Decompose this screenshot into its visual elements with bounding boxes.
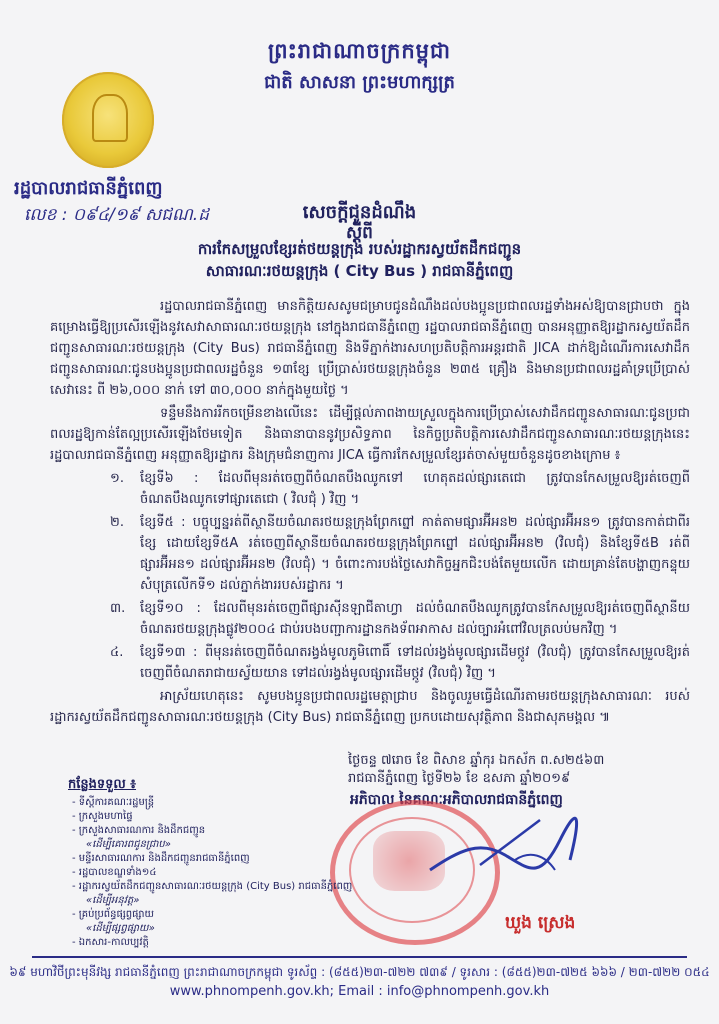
motto-heading: ជាតិ សាសនា ព្រះមហាក្សត្រ bbox=[264, 72, 455, 93]
list-item: - គ្រប់ប្រព័ន្ធផ្សព្វផ្សាយ bbox=[72, 909, 155, 920]
date-solar: រាជធានីភ្នំពេញ ថ្ងៃទី២៦ ខែ ឧសភា ឆ្នាំ២០១៩ bbox=[348, 771, 571, 786]
list-item-number: ៣. bbox=[110, 601, 126, 616]
list-item-note: «ដើម្បីផ្សព្វផ្សាយ» bbox=[86, 923, 155, 934]
recipients-heading: កន្លែងទទួល ៖ bbox=[68, 777, 137, 792]
footer-address: ៦៩ មហាវិថីព្រះមុនីវង្ស រាជធានីភ្នំពេញ ព្រះរាជាណាចក្រកម្ពុជា ទូរស័ព្ទ : (៨៥៥)២៣-៧២២ ៧៣៩ / ទូរសារ : (៨៥៥)២៣-៧២៥ ៦៦៦ / ២៣-៧២២ ០៥៤ bbox=[9, 965, 710, 979]
list-item: - ឯកសារ-កាលប្បវត្តិ bbox=[72, 937, 149, 948]
document-title: សេចក្តីជូនដំណឹង bbox=[302, 202, 417, 223]
list-item-text: ខ្សែទី៦ : ដែលពីមុនរត់ចេញពីចំណតបឹងឈូកទៅ ហេតុតដល់ផ្សារតេជោ ត្រូវបានកែសម្រួលឱ្យរត់ចេញពីចំណតបឹងឈូកទៅផ្សារតេជោ ( វិលជុំ ) វិញ ។ bbox=[140, 471, 690, 507]
document-body bbox=[50, 296, 690, 730]
body-paragraph-closing: អាស្រ័យហេតុនេះ សូមបងប្អូនប្រជាពលរដ្ឋមេត្តាជ្រាប និងចូលរួមធ្វើដំណើរតាមរថយន្តក្រុងសាធារណៈ របស់រដ្ឋាករស្វយ័តដឹកជញ្ជូនសាធារណៈរថយន្តក្រុង (City Bus) រាជធានីភ្នំពេញ ប្រកបដោយសុវត្ថិភាព និងជាសុភមង្គល ៕ bbox=[50, 689, 690, 725]
body-paragraph-intro: រដ្ឋបាលរាជធានីភ្នំពេញ មានកិត្តិយសសូមជម្រាបជូនដំណឹងដល់បងប្អូនប្រជាពលរដ្ឋទាំងអស់ឱ្យបានជ្រាបថា ក្នុងគម្រោងធ្វើឱ្យប្រសើរឡើងនូវសេវាសាធារណៈរថយន្តក្រុង នៅក្នុងរាជធានីភ្នំពេញ រដ្ឋបាលរាជធានីភ្នំពេញ បានអនុញ្ញាតឱ្យរដ្ឋាករស្វយ័តដឹកជញ្ជូនសាធារណៈរថយន្តក្រុង (City Bus) រាជធានីភ្នំពេញ និងទីភ្នាក់ងារសហប្រតិបត្តិការអន្តរជាតិ JICA ដាក់ឱ្យដំណើរការសេវាដឹកជញ្ជូនសាធារណៈជូនបងប្អូនប្រជាពលរដ្ឋចំនួន ១៣ខ្សែ ប្រើប្រាស់រថយន្តក្រុងចំនួន ២៣៥ គ្រឿង និងមានប្រជាពលរដ្ឋគាំទ្រប្រើប្រាស់សេវានេះ ពី ២៦,០០០ នាក់ ទៅ ៣០,០០០ នាក់ក្នុងមួយថ្ងៃ ។ bbox=[50, 299, 690, 398]
list-item: - ក្រសួងមហាផ្ទៃ bbox=[72, 811, 133, 822]
signatory-title: អភិបាល នៃគណៈអភិបាលរាជធានីភ្នំពេញ bbox=[350, 792, 563, 808]
handwritten-signature bbox=[420, 800, 590, 890]
document-subject-line2: សាធារណៈរថយន្តក្រុង ( City Bus ) រាជធានីភ្នំពេញ bbox=[205, 262, 514, 280]
list-item-note: «ដើម្បីគោរពជូនជ្រាប» bbox=[86, 839, 171, 850]
list-item-number: ២. bbox=[110, 515, 124, 530]
list-item-number: ៤. bbox=[110, 645, 124, 660]
list-item bbox=[50, 598, 690, 640]
list-item-text: ខ្សែទី១៣ : ពីមុនរត់ចេញពីចំណតរង្វង់មូលភូមិពោធិ៍ ទៅដល់រង្វង់មូលផ្សារដើមថ្កូវ (វិលជុំ) ត្រូវបានកែសម្រួលឱ្យរត់ចេញពីចំណតរាជាយស្វ័យយាន ទៅដល់រង្វង់មូលផ្សារដើមថ្កូវ (វិលជុំ) វិញ ។ bbox=[140, 645, 690, 681]
list-item bbox=[50, 512, 690, 596]
list-item: - ក្រសួងសាធារណការ និងដឹកជញ្ជូន bbox=[72, 825, 206, 836]
signer-name: ឃួង ស្រេង bbox=[505, 913, 576, 933]
body-paragraph-changes: ទន្ទឹមនឹងការរីកចម្រើនខាងលើនេះ ដើម្បីផ្តល់ភាពងាយស្រួលក្នុងការប្រើប្រាស់សេវាដឹកជញ្ជូនសាធារណៈជូនប្រជាពលរដ្ឋឱ្យកាន់តែល្អប្រសើរឡើងថែមទៀត និងធានាបាននូវប្រសិទ្ធភាព នៃកិច្ចប្រតិបត្តិការសេវាដឹកជញ្ជូនសាធារណៈរថយន្តក្រុងនេះ រដ្ឋបាលរាជធានីភ្នំពេញ អនុញ្ញាតឱ្យរដ្ឋាករ និងក្រុមជំនាញការ JICA ធ្វើការកែសម្រួលខ្សែរត់ចាស់មួយចំនួនដូចខាងក្រោម ៖ bbox=[50, 406, 690, 463]
recipients-list bbox=[68, 778, 368, 950]
kingdom-heading: ព្រះរាជាណាចក្រកម្ពុជា bbox=[267, 39, 451, 63]
list-item-text: ខ្សែទី១០ : ដែលពីមុនរត់ចេញពីផ្សារស៊ីនឡាជីតាហ្វា ដល់ចំណតបឹងឈូកត្រូវបានកែសម្រួលឱ្យរត់ចេញពីស្ថានីយចំណតរថយន្តក្រុងផ្លូវ២០០៤ ជាប់របងបញ្ជាការដ្ឋានកងទ័ពអាកាស ដល់ច្បារអំពៅវិលត្រលប់មកវិញ ។ bbox=[140, 601, 690, 637]
list-item bbox=[50, 642, 690, 684]
list-item: - រដ្ឋាករស្វយ័តដឹកជញ្ជូនសាធារណៈរថយន្តក្រុង (City Bus) រាជធានីភ្នំពេញ bbox=[72, 881, 353, 892]
document-subtitle-about: ស្តីពី bbox=[346, 223, 373, 243]
issuer-name: រដ្ឋបាលរាជធានីភ្នំពេញ bbox=[14, 178, 163, 199]
list-item: - មន្ទីរសាធារណការ និងដឹកជញ្ជូនរាជធានីភ្នំពេញ bbox=[72, 853, 250, 864]
date-lunar: ថ្ងៃចន្ទ ៧រោច ខែ ពិសាខ ឆ្នាំកុរ ឯកស័ក ព.ស២៥៦៣ bbox=[348, 753, 605, 768]
footer-web-email: www.phnompenh.gov.kh; Email : info@phnompenh.gov.kh bbox=[169, 984, 550, 999]
list-item-text: ខ្សែទី៥ : បច្ចុប្បន្នរត់ពីស្ថានីយចំណតរថយន្តក្រុងព្រែកព្នៅ កាត់តាមផ្សារអ៊ីអន២ ដល់ផ្សារអ៊ីអន១ ត្រូវបានកាត់ជាពីរខ្សែ ដោយខ្សែទី៥A រត់ចេញពីស្ថានីយចំណតរថយន្តក្រុងព្រែកព្នៅ ដល់ផ្សារអ៊ីអន២ (វិលជុំ) និងខ្សែទី៥B រត់ពីផ្សារអ៊ីអន១ ដល់ផ្សារអ៊ីអន២ (វិលជុំ) ។ ចំពោះការបង់ថ្លៃសេវាកិច្ចអ្នកជិះបង់តែមួយលើក ដោយគ្រាន់តែបង្ហាញកន្ទុយសំបុត្រលើកទី១ ដល់ភ្នាក់ងាររបស់រដ្ឋាករ ។ bbox=[140, 515, 690, 593]
list-item-note: «ដើម្បីអនុវត្ត» bbox=[86, 895, 140, 906]
city-emblem-logo bbox=[62, 72, 154, 168]
document-subject-line1: ការកែសម្រួលខ្សែរត់ថយន្តក្រុង របស់រដ្ឋាករស្វយ័តដឹកជញ្ជូន bbox=[197, 240, 522, 258]
list-item-number: ១. bbox=[110, 471, 124, 486]
list-item bbox=[50, 468, 690, 510]
reference-number: លេខ : ០៩៤/១៩ សជណ.ដ bbox=[24, 205, 209, 225]
footer-divider bbox=[32, 956, 687, 958]
emblem-temple-icon bbox=[92, 94, 128, 142]
list-item: - រដ្ឋបាលខណ្ឌទាំង១៤ bbox=[72, 867, 157, 878]
route-change-list bbox=[50, 468, 690, 684]
list-item: - ទីស្តីការគណៈរដ្ឋមន្ត្រី bbox=[72, 797, 155, 808]
